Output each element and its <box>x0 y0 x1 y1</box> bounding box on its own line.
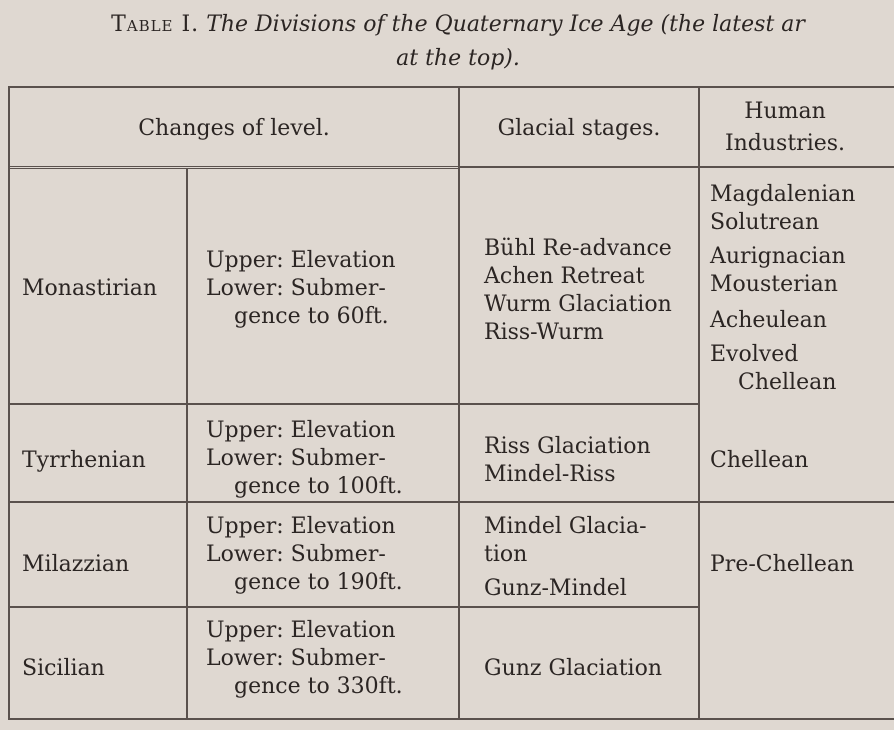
glacial-tyrrhenian-1: Riss Glaciation <box>484 434 651 459</box>
glacial-milazzian-3: Gunz-Mindel <box>484 576 627 601</box>
glacial-monastirian-3: Wurm Glaciation <box>484 292 672 317</box>
row-name-monastirian: Monastirian <box>22 276 158 301</box>
level-milazzian-gence: gence to 190ft. <box>234 570 403 595</box>
header-changes-of-level: Changes of level. <box>138 116 330 141</box>
header-glacial-stages: Glacial stages. <box>497 116 661 141</box>
row-name-milazzian: Milazzian <box>22 552 130 577</box>
industry-3: Aurignacian <box>710 244 846 269</box>
level-sicilian-lower: Lower: Submer- <box>206 646 386 671</box>
level-milazzian-upper: Upper: Elevation <box>206 514 396 539</box>
row-name-tyrrhenian: Tyrrhenian <box>22 448 146 473</box>
industry-1: Magdalenian <box>710 182 856 207</box>
row-rule-3-level <box>10 606 698 608</box>
level-monastirian-upper: Upper: Elevation <box>206 248 396 273</box>
industry-7: Chellean <box>738 370 837 395</box>
row-rule-industries-1 <box>698 501 894 503</box>
level-monastirian-gence: gence to 60ft. <box>234 304 389 329</box>
level-tyrrhenian-upper: Upper: Elevation <box>206 418 396 443</box>
industry-4: Mousterian <box>710 272 838 297</box>
table-number: Table I. <box>111 12 200 37</box>
row-rule-1-level <box>10 403 698 405</box>
glacial-monastirian-2: Achen Retreat <box>484 264 645 289</box>
glacial-sicilian-1: Gunz Glaciation <box>484 656 662 681</box>
row-name-sicilian: Sicilian <box>22 656 105 681</box>
glacial-monastirian-4: Riss-Wurm <box>484 320 604 345</box>
industry-5: Acheulean <box>710 308 827 333</box>
level-monastirian-lower: Lower: Submer- <box>206 276 386 301</box>
glacial-tyrrhenian-2: Mindel-Riss <box>484 462 616 487</box>
column-rule-level-inner <box>186 168 188 718</box>
industry-tyrrhenian: Chellean <box>710 448 809 473</box>
level-milazzian-lower: Lower: Submer- <box>206 542 386 567</box>
glacial-monastirian-1: Bühl Re-advance <box>484 236 672 261</box>
header-human-industries: Human Industries. <box>724 99 846 156</box>
industry-6: Evolved <box>710 342 799 367</box>
quaternary-ice-age-table <box>8 86 894 720</box>
table-title-line-2: at the top). <box>396 46 520 71</box>
header-rule-glacial <box>458 166 698 168</box>
table-title-line-1: The Divisions of the Quaternary Ice Age (the latest ar <box>206 12 805 37</box>
row-rule-2-level <box>10 501 698 503</box>
glacial-milazzian-2: tion <box>484 542 528 567</box>
glacial-milazzian-1: Mindel Glacia- <box>484 514 647 539</box>
column-rule-industries <box>698 88 700 718</box>
industry-2: Solutrean <box>710 210 820 235</box>
level-tyrrhenian-lower: Lower: Submer- <box>206 446 386 471</box>
level-sicilian-upper: Upper: Elevation <box>206 618 396 643</box>
table-caption <box>8 8 894 76</box>
level-sicilian-gence: gence to 330ft. <box>234 674 403 699</box>
header-rule-level <box>10 166 458 169</box>
level-tyrrhenian-gence: gence to 100ft. <box>234 474 403 499</box>
industry-milazzian: Pre-Chellean <box>710 552 855 577</box>
header-rule-industries <box>698 166 894 168</box>
